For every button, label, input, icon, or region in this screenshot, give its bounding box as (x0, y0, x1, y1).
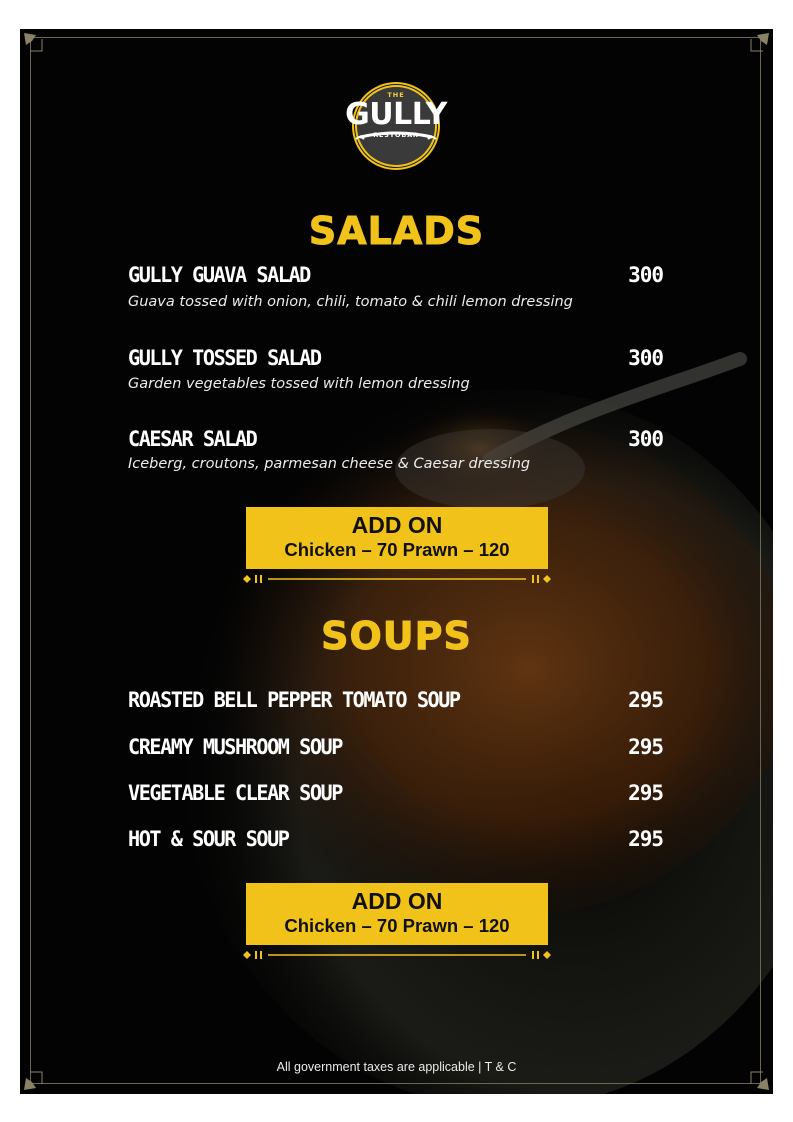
logo-name: GULLY (345, 97, 447, 132)
menu-item-price: 295 (628, 781, 663, 805)
menu-item-name: HOT & SOUR SOUP (128, 827, 289, 851)
ornamental-divider (242, 949, 552, 961)
menu-item-price: 295 (628, 827, 663, 851)
addon-title: ADD ON (351, 888, 443, 914)
corner-ornament (20, 29, 50, 59)
addon-detail: Chicken – 70 Prawn – 120 (284, 915, 510, 936)
menu-item-name: GULLY TOSSED SALAD (128, 346, 321, 370)
menu-item-name: CAESAR SALAD (128, 427, 257, 451)
soups-heading: SOUPS (321, 614, 472, 658)
ornamental-divider (242, 573, 552, 585)
salads-addon-box (246, 507, 548, 569)
menu-item-name: ROASTED BELL PEPPER TOMATO SOUP (128, 688, 460, 712)
menu-item-price: 300 (628, 346, 663, 370)
soups-addon-box (246, 883, 548, 945)
logo-the-text: THE (387, 91, 405, 99)
logo-subtitle: RESTOBAR (373, 131, 419, 139)
menu-item-price: 300 (628, 427, 663, 451)
menu-card (20, 29, 773, 1094)
menu-item-description: Iceberg, croutons, parmesan cheese & Caesar dressing (128, 456, 531, 472)
menu-item-name: GULLY GUAVA SALAD (128, 263, 310, 287)
menu-item-description: Guava tossed with onion, chili, tomato & chili lemon dressing (128, 294, 573, 310)
salads-heading: SALADS (308, 209, 485, 253)
menu-item-name: CREAMY MUSHROOM SOUP (128, 735, 342, 759)
addon-title: ADD ON (351, 512, 443, 538)
menu-item-name: VEGETABLE CLEAR SOUP (128, 781, 342, 805)
menu-item-price: 295 (628, 735, 663, 759)
menu-item-description: Garden vegetables tossed with lemon dressing (128, 376, 470, 392)
menu-item-price: 295 (628, 688, 663, 712)
addon-detail: Chicken – 70 Prawn – 120 (284, 539, 510, 560)
gully-logo (338, 79, 454, 175)
corner-ornament (743, 29, 773, 59)
footer-note: All government taxes are applicable | T & C (276, 1060, 517, 1074)
menu-item-price: 300 (628, 263, 663, 287)
